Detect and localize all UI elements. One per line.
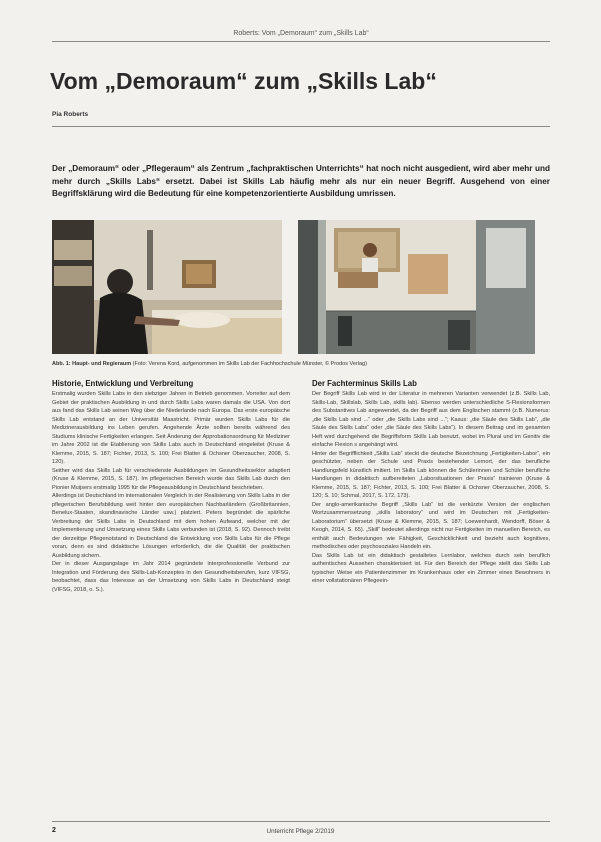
body-paragraph: Das Skills Lab ist ein didaktisch gestaltetes Lernlabor, welches durch sein beruflich authentisches Aussehen charakterisiert ist. Für den Bereich der Pflege stellt das Skills Lab typischer Weise ein Patientenzimmer im Krankenhaus oder ein Zimmer eines Bewohners in einer vollstationären Pflegeein- — [312, 552, 550, 584]
caption-text: (Foto: Verena Kord, aufgenommen im Skills Lab der Fachhochschule Münster, © Prodos Verlag) — [131, 361, 367, 367]
right-column — [312, 379, 550, 586]
running-head: Roberts: Vom „Demoraum“ zum „Skills Lab“ — [233, 30, 369, 37]
section-heading-term: Der Fachterminus Skills Lab — [312, 379, 417, 388]
figure-caption — [52, 361, 550, 367]
photo-main-room — [52, 220, 282, 354]
body-paragraph: Der in dieser Ausgangslage im Jahr 2014 gegründete interprofessionelle Verbund zur Integration und Förderung des Skills-Lab-Konzeptes in den Gesundheitsberufen, kurz VIFSG, beobachtet, dass das Interesse an der Umsetzung von Skills Labs in Deutschland steigt (VIFSG, 2018, o. S.). — [52, 561, 290, 593]
caption-label: Abb. 1: Haupt- und Regieraum — [52, 361, 132, 367]
body-paragraph: Allerdings ist Deutschland im internationalen Vergleich in der Realisierung von Skills Labs in der pflegerischen Berufsbildung weit hinter den europäischen Nachbarländern (Großbritannien, Benelux-Staaten, skandinavische Länder usw.) platziert. Peters begründet die spärliche Verbreitung der Skills Labs in Deutschland mit dem hohen Aufwand, welcher mit der Implementierung und Umsetzung eines Skills Labs verbunden ist (2018, S. 92). Dennoch treibt der derzeitige Pflegenotstand in Deutschland die Entwicklung von Skills Labs für die Pflege voran, denn es sind didaktische Lösungen erforderlich, die die Qualität der praktischen Ausbildung sichern. — [52, 493, 290, 559]
body-paragraph: Der anglo-amerikanische Begriff „Skills Lab“ ist die verkürzte Version der englischen Wortzusammensetzung „skills laboratory“ und wird im Deutschen mit „Fertigkeiten-Laboratorium“ übersetzt (Kruse & Klemme, 2015, S. 187; Loewenhardt, Wendorff, Böser & Keogh, 2014, S. 65). „Skill“ bedeutet allerdings nicht nur Fertigkeiten im manuellen Bereich, es enthält auch Bedeutungen wie Fähigkeit, Geschicklichkeit und bezieht auch kognitives, methodisches oder psychosoziales Handeln ein. — [312, 501, 550, 550]
photo-control-room — [298, 220, 535, 354]
article-lead: Der „Demoraum“ oder „Pflegeraum“ als Zentrum „fachpraktischen Unterrichts“ hat noch nicht ausgedient, wird aber mehr und mehr durch „Skills Labs“ ersetzt. Dabei ist Skills Lab häufig mehr als nur ein neuer Begriff. Ausgehend von einer Begriffsklärung wird die Bedeutung für eine kompetenzorientierte Ausbildung umrissen. — [52, 164, 550, 199]
title-rule — [52, 126, 550, 127]
body-paragraph: Erstmalig wurden Skills Labs in den siebziger Jahren in Betrieb genommen. Vorreiter auf dem Gebiet der praktischen Ausbildung in und durch Skills Labs waren damals die USA. Von dort aus fand das Skills Lab seinen Weg über die Niederlande nach Europa. Das erste europäische Skills Lab entstand an der Universität Maastricht. Primär wurden Skills Labs für die Medizinerausbildung ins Leben gerufen. Angehende Ärzte sollten bereits während des Studiums klinische Fertigkeiten erlangen. Seit Änderung der Approbationsordnung für Mediziner im Jahre 2002 ist die Etablierung von Skills Labs auch in Deutschland eingeleitet (Kruse & Klemme, 2015, S. 187; Fichter, 2013, S. 100; Frei Blatter & Ochsner Oberzaucher, 2008, S. 120). — [52, 391, 290, 465]
body-paragraph: Hinter der Begrifflichkeit „Skills Lab“ steckt die deutsche Bezeichnung „Fertigkeiten-Labor“, ein geschützter, neben der Schule und Praxis bestehender Lernort, der das berufliche Handlungsfeld künstlich imitiert. Im Skills Lab können die Schülerinnen und Schüler berufliche Handlungen in didaktisch aufbereiteten „Laborsituationen der Praxis“ trainieren (Kruse & Klemme, 2015, S. 187; Fichter, 2013, S. 100; Frei Blatter & Ochsner Oberzaucher, 2008, S. 120; S. 10; Schmal, 2017, S. 172, 173). — [312, 450, 550, 499]
article-title: Vom „Demoraum“ zum „Skills Lab“ — [50, 68, 437, 94]
author-name: Pia Roberts — [52, 111, 89, 118]
body-paragraph: Der Begriff Skills Lab wird in der Literatur in mehreren Varianten verwendet (z.B. Skills Lab, Skills-Lab, Skillslab, Skills Lab, skills lab). Ebenso werden unterschiedliche S-Flexionsformen des Substantives Lab angewendet, da der Begriff aus dem Englischen stammt (z.B. Numerus: „die Skills Lab sind ...“ oder „die Skills Labs sind ...“; Kasus: „die Säule des Skills Lab“, „die Säule des Skills Labs“ oder „die Säule des Skills Labs“). In diesem Beitrag und im gesamten Heft wird durchgehend die Begriffsform Skills Lab benutzt, wobei im Plural und im Genitiv die einfache Flexion s angehängt wird. — [312, 391, 550, 448]
journal-issue: Unterricht Pflege 2/2019 — [266, 828, 335, 835]
footer-rule — [52, 821, 550, 822]
left-column — [52, 379, 290, 594]
section-heading-history: Historie, Entwicklung und Verbreitung — [52, 379, 194, 388]
page-number: 2 — [52, 827, 56, 834]
body-paragraph: Seither wird das Skills Lab für verschiedenste Ausbildungen im Gesundheitssektor adaptiert (Kruse & Klemme, 2015, S. 187). Im pflegerischen Bereich wurde das Skills Lab durch den Pionier Muijsers erstmalig 1995 für die Pflegeausbildung in Deutschland beschrieben. — [52, 467, 290, 491]
header-rule — [52, 41, 550, 42]
